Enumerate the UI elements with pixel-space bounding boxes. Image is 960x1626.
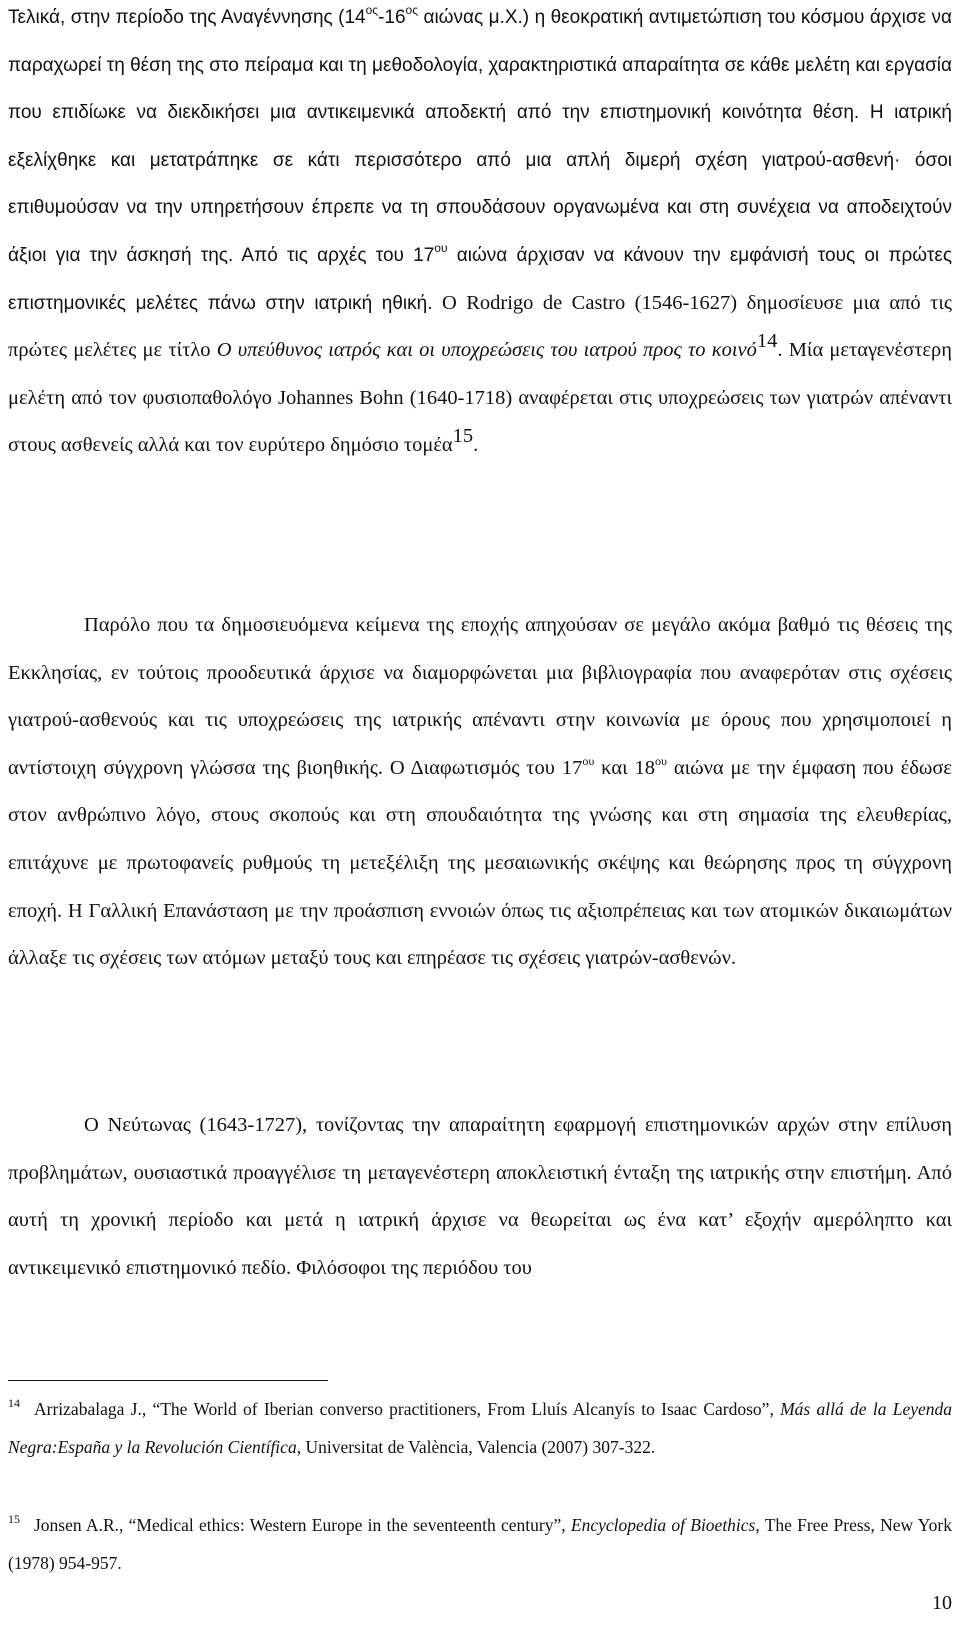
text-run: . Μία μεταγενέστερη μελέτη από τον φυσιοπαθολόγο Johannes Bohn (1640-1718) αναφέρεται στις υποχρεώσεις των γιατρών απέναντι στους ασθενείς αλλά και τον ευρύτερο δημόσιο τομέα: [8, 339, 952, 457]
footnote-number: 14: [8, 1396, 20, 1410]
paragraph-enlightenment: [8, 602, 952, 983]
superscript: ου: [434, 240, 448, 255]
text-run: Jonsen A.R., “Medical ethics: Western Europe in the seventeenth century”,: [34, 1515, 571, 1535]
footnote-ref-14[interactable]: 14: [756, 330, 778, 353]
text-run: , The Free Press, New York (1978) 954-957.: [8, 1515, 952, 1573]
text-run: Τελικά, στην περίοδο της Αναγέννησης (14: [8, 7, 366, 28]
superscript: ος: [365, 3, 379, 17]
text-run: και 18: [594, 756, 655, 779]
superscript: ου: [582, 753, 595, 768]
text-run: .: [473, 434, 479, 457]
text-run: αιώνα άρχισαν να κάνουν την εμφάνισή τους οι πρώτες επιστημονικές μελέτες πάνω στην ιατρική ηθική.: [8, 244, 952, 314]
superscript: ος: [405, 3, 419, 17]
page-number: 10: [932, 1592, 952, 1614]
text-run: -16: [378, 7, 406, 28]
footnote-14: [8, 1390, 952, 1466]
text-run: Ο Νεύτωνας (1643-1727), τονίζοντας την απαραίτητη εφαρμογή επιστημονικών αρχών στην επίλυση προβλημάτων, ουσιαστικά προαγγέλισε τη μεταγενέστερη αποκλειστική ένταξη της ιατρικής στην επιστήμη. Από αυτή τη χρονική περίοδο και μετά η ιατρική άρχισε να θεωρείται ως ένα κατ’ εξοχήν αμερόληπτο και αντικειμενικό επιστημονικό πεδίο. Φιλόσοφοι της περιόδου του: [8, 1114, 952, 1279]
footnote-number: 15: [8, 1512, 20, 1526]
footnote-separator: [8, 1380, 328, 1381]
paragraph-renaissance: [8, 0, 952, 470]
book-title: Más allá de la Leyenda Negra:España y la Revolución Científica: [8, 1399, 953, 1457]
document-page: [8, 0, 952, 1626]
paragraph-newton: [8, 1102, 952, 1292]
text-run: αιώνα με την έμφαση που έδωσε στον ανθρώπινο λόγο, στους σκοπούς και στη σπουδαιότητα της γνώσης και στη σημασία της ελευθερίας, επιτάχυνε με πρωτοφανείς ρυθμούς τη μετεξέλιξη της μεσαιωνικής σκέψης και θεώρησης προς τη σύγχρονη εποχή. Η Γαλλική Επανάσταση με την προάσπιση εννοιών όπως τις αξιοπρέπειας και των ατομικών δικαιωμάτων άλλαξε τις σχέσεις των ατόμων μεταξύ τους και επηρέασε τις σχέσεις γιατρών-ασθενών.: [8, 756, 953, 970]
text-run: Παρόλο που τα δημοσιευόμενα κείμενα της εποχής απηχούσαν σε μεγάλο ακόμα βαθμό τις θέσεις της Εκκλησίας, εν τούτοις προοδευτικά άρχισε να διαμορφώνεται μια βιβλιογραφία που αναφερόταν στις σχέσεις γιατρού-ασθενούς και τις υποχρεώσεις της ιατρικής απέναντι στην κοινωνία με όρους που χρησιμοποιεί η αντίστοιχη σύγχρονη γλώσσα της βιοηθικής. Ο Διαφωτισμός του 17: [8, 614, 952, 779]
work-title: Ο υπεύθυνος ιατρός και οι υποχρεώσεις του ιατρού προς το κοινό: [216, 339, 757, 362]
text-run: Ο Rodrigo de Castro (1546-1627) δημοσίευσε μια από τις πρώτες μελέτες με τίτλο: [8, 291, 953, 362]
book-title: Encyclopedia of Bioethics: [570, 1515, 756, 1535]
text-run: αιώνας μ.Χ.) η θεοκρατική αντιμετώπιση του κόσμου άρχισε να παραχωρεί τη θέση της στο πείραμα και τη μεθοδολογία, χαρακτηριστικά απαραίτητα σε κάθε μελέτη και εργασία που επιδίωκε να διεκδικήσει μια αντικειμενικά αποδεκτή από την επιστημονική κοινότητα θέση. Η ιατρική εξελίχθηκε και μετατράπηκε σε κάτι περισσότερο από μια απλή διμερή σχέση γιατρού-ασθενή· όσοι επιθυμούσαν να την υπηρετήσουν έπρεπε να τη σπουδάσουν οργανωμένα και στη συνέχεια να αποδειχτούν άξιοι για την άσκησή της. Από τις αρχές του 17: [8, 7, 952, 266]
text-run: , Universitat de València, Valencia (2007) 307-322.: [296, 1437, 656, 1457]
superscript: ου: [654, 753, 667, 768]
footnote-ref-15[interactable]: 15: [452, 425, 474, 448]
text-run: Arrizabalaga J., “The World of Iberian converso practitioners, From Lluís Alcanyís to Isaac Cardoso”,: [34, 1399, 781, 1419]
footnote-15: [8, 1506, 952, 1582]
